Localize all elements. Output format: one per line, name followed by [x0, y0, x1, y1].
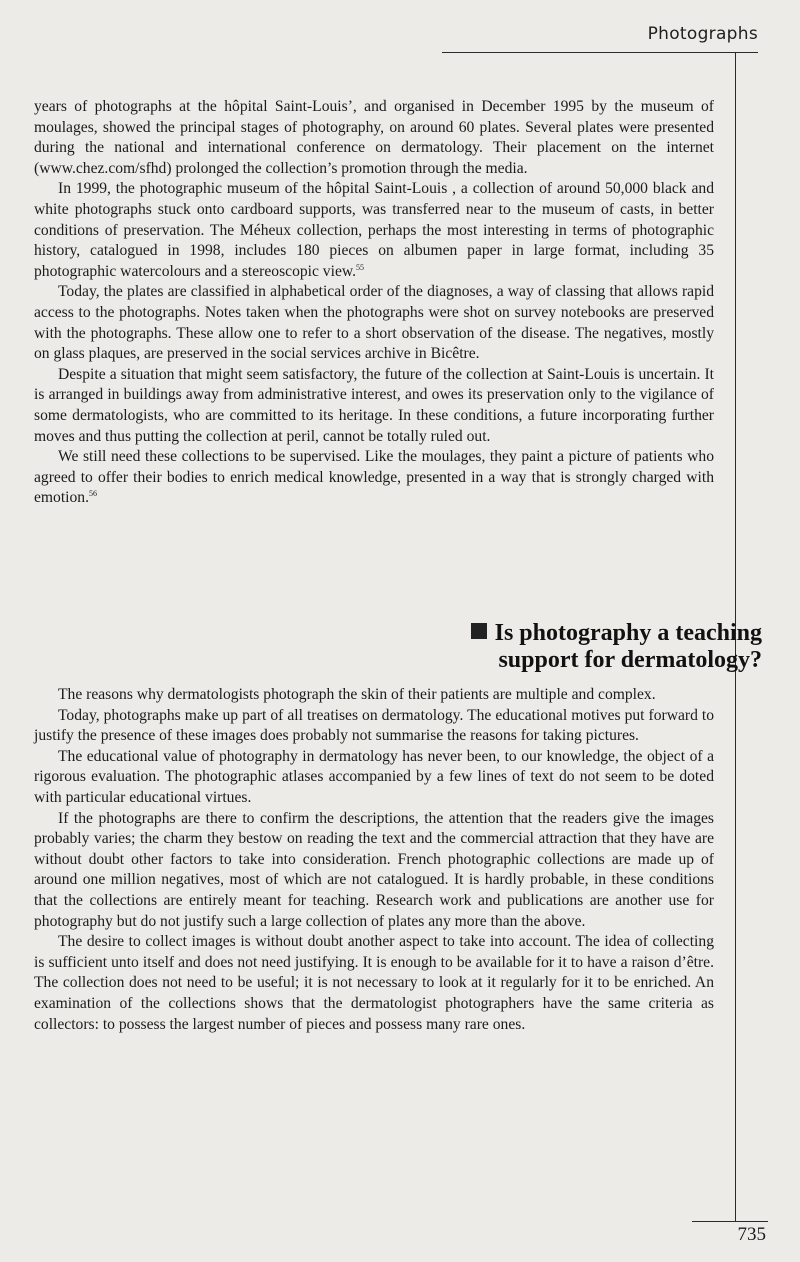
paragraph: If the photographs are there to confirm the descriptions, the attention that the readers give the images probably varies; the charm they bestow on reading the text and the commercial attraction that they have are without doubt other factors to take into consideration. French photographic collections are made up of around one million negatives, most of which are not catalogued. It is hardly probable, in these conditions that the collections are entirely meant for teaching. Research work and publications are another use for photography but do not justify such a large collection of plates any more than the above. [34, 809, 714, 930]
square-bullet-icon [471, 623, 487, 639]
running-head: Photographs [647, 24, 758, 44]
section-text-block [34, 685, 714, 1035]
paragraph: We still need these collections to be supervised. Like the moulages, they paint a picture of patients who agreed to offer their bodies to enrich medical knowledge, presented in a way that is strongly charged with emotion.$^{56}$ [34, 448, 714, 507]
paragraph: The reasons why dermatologists photograph the skin of their patients are multiple and complex. [58, 686, 656, 703]
footnote-ref: 56 [89, 489, 98, 499]
paragraph: In 1999, the photographic museum of the hôpital Saint-Louis , a collection of around 50,000 black and white photographs stuck onto cardboard supports, was transferred near to the museum of casts, in better conditions of preservation. The Méheux collection, perhaps the most interesting in terms of photographic history, catalogued in 1998, includes 180 pieces on albumen paper in large format, including 35 photographic watercolours and a stereoscopic view.$^{55}$ [34, 180, 714, 280]
paragraph: The desire to collect images is without doubt another aspect to take into account. The idea of collecting is sufficient unto itself and does not need justifying. It is enough to be available for it to have a raison d’être. The collection does not need to be useful; it is not necessary to look at it regularly for it to be enriched. An examination of the collections shows that the dermatologist photographers have the same criteria as collectors: to possess the largest number of pieces and possess many rare ones. [34, 933, 714, 1033]
paragraph: Today, photographs make up part of all treatises on dermatology. The educational motives put forward to justify the presence of these images does probably not summarise the reasons for taking pictures. [34, 706, 714, 745]
section-heading [471, 620, 762, 674]
paragraph: The educational value of photography in dermatology has never been, to our knowledge, the object of a rigorous evaluation. The photographic atlases accompanied by a few lines of text do not seem to be doted with particular educational virtues. [34, 747, 714, 806]
footnote-ref: 55 [356, 262, 365, 272]
paragraph: years of photographs at the hôpital Saint-Louis’, and organised in December 1995 by the museum of moulages, showed the principal stages of photography, on around 60 plates. Several plates were presented during the national and international conference on dermatology. Their placement on the internet (www.chez.com/sfhd) prolonged the collection’s promotion through the media. [34, 98, 714, 177]
page-number: 735 [737, 1224, 766, 1245]
heading-line-2: support for dermatology? [498, 647, 762, 673]
heading-line-1: Is photography a teaching [494, 620, 762, 646]
footer-rule [692, 1221, 768, 1222]
paragraph: Today, the plates are classified in alphabetical order of the diagnoses, a way of classing that allows rapid access to the photographs. Notes taken when the photographs were shot on survey notebooks are preserved with the photographs. These allow one to refer to a short observation of the disease. The negatives, mostly on glass plaques, are preserved in the social services archive in Bicêtre. [34, 283, 714, 363]
paragraph: Despite a situation that might seem satisfactory, the future of the collection at Saint-Louis is uncertain. It is arranged in buildings away from administrative interest, and owes its preservation only to the vigilance of some dermatologists, who are committed to its heritage. In these conditions, a future incorporating further moves and thus putting the collection at peril, cannot be totally ruled out. [34, 365, 714, 445]
header-rule [442, 52, 758, 53]
intro-text-block [34, 97, 714, 509]
